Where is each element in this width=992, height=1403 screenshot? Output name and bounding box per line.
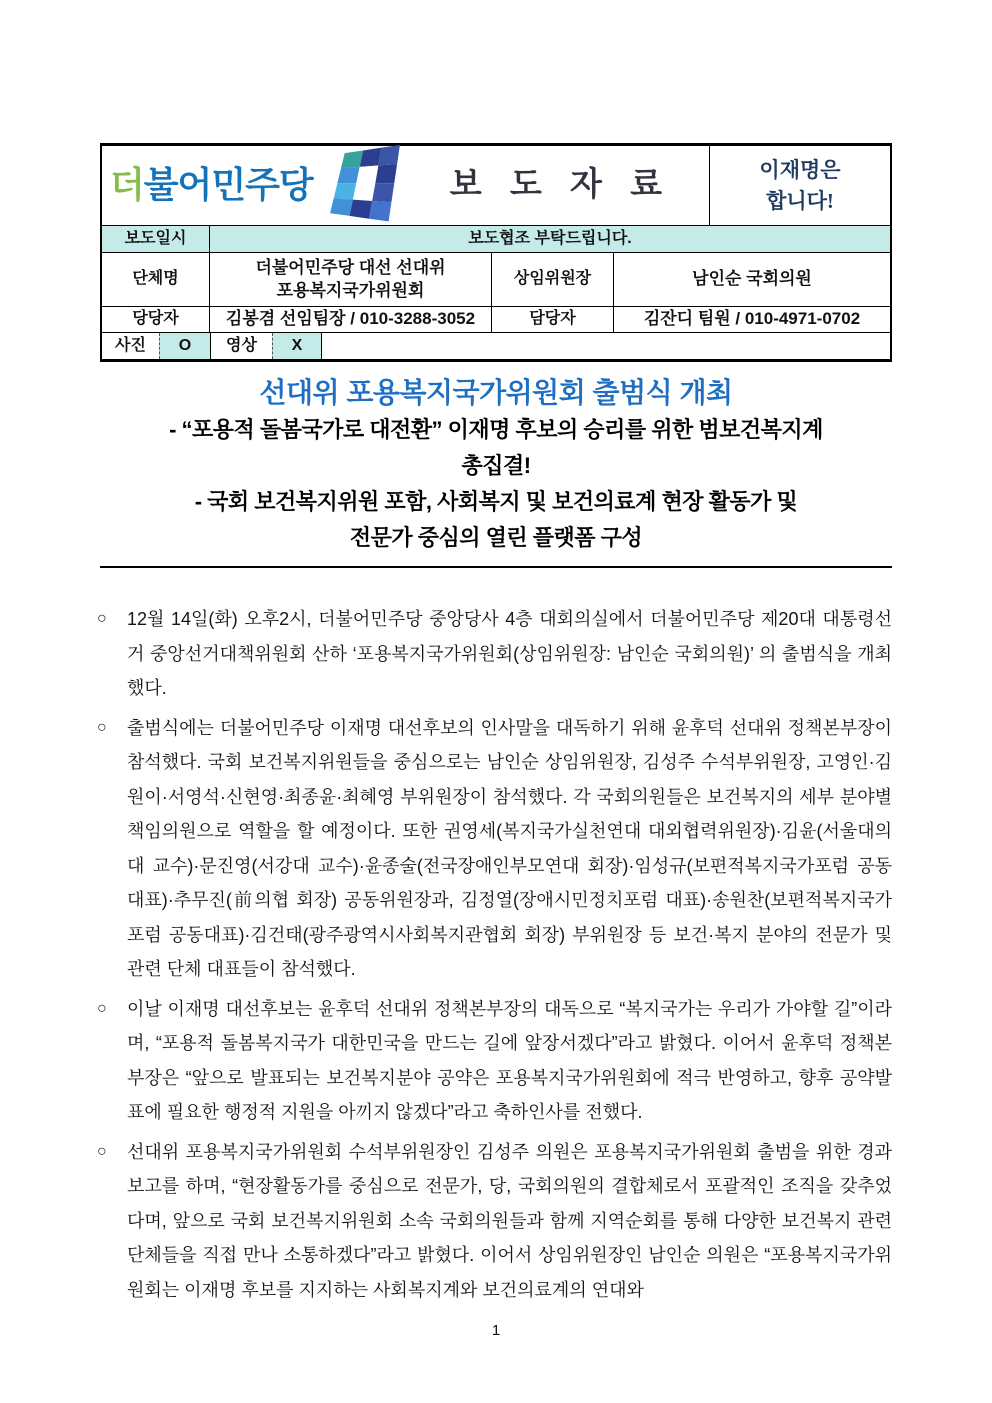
party-logo-text-green: 더 <box>110 164 144 206</box>
paragraph-text: 이날 이재명 대선후보는 윤후덕 선대위 정책본부장의 대독으로 “복지국가는 우리가 가야할 길”이라며, “포용적 돌봄복지국가 대한민국을 만드는 길에 앞장서겠다”라고 밝혔다. 이어서 윤후덕 정책본부장은 “앞으로 발표되는 보건복지분야 공약은 포용복지국가위원회에 적극 반영하고, 향후 공약발표에 필요한 행정적 지원을 아끼지 않겠다”라고 축하인사를 전했다. <box>127 998 892 1122</box>
circle-bullet-icon: ○ <box>97 610 107 627</box>
subtitle-line-1: - “포용적 돌봄국가로 대전환” 이재명 후보의 승리를 위한 범보건복지계 <box>169 417 823 442</box>
chair-value: 남인순 국회의원 <box>692 269 812 289</box>
video-mark: X <box>272 333 321 359</box>
press-info-table <box>100 143 892 362</box>
media-row <box>102 333 890 359</box>
body-paragraph <box>97 711 892 987</box>
org-value-line-2: 포용복지국가위원회 <box>276 280 425 300</box>
org-value-line-1: 더불어민주당 대선 선대위 <box>255 258 446 278</box>
contact1-value: 김봉겸 선임팀장 / 010-3288-3052 <box>210 307 492 332</box>
contact1-label: 당당자 <box>102 307 210 332</box>
paragraph-text: 선대위 포용복지국가위원회 수석부위원장인 김성주 의원은 포용복지국가위원회 출범을 위한 경과보고를 하며, “현장활동가를 중심으로 전문가, 당, 국회의원의 결합체로서 포괄적인 조직을 갖추었다며, 앞으로 국회 보건복지위원회 소속 국회의원들과 함께 지역순회를 통해 다양한 보건복지 관련 단체들을 직접 만나 소통하겠다”라고 밝혔다. 이어서 상임위원장인 남인순 의원은 “포용복지국가위원회는 이재명 후보를 지지하는 사회복지계와 보건의료계의 연대와 <box>127 1141 892 1300</box>
headline-block <box>100 374 892 568</box>
page-number: 1 <box>491 1322 501 1339</box>
body-paragraph <box>97 992 892 1130</box>
contact2-value: 김잔디 팀원 / 010-4971-0702 <box>643 309 861 329</box>
page-title: 선대위 포용복지국가위원회 출범식 개최 <box>259 377 733 408</box>
notice-row <box>102 226 890 253</box>
table-header-row <box>102 146 890 226</box>
media-empty-cell <box>321 333 890 359</box>
body-paragraph <box>97 1135 892 1308</box>
circle-bullet-icon: ○ <box>97 718 107 736</box>
paragraph-text: 12월 14일(화) 오후2시, 더불어민주당 중앙당사 4층 대회의실에서 더불어민주당 제20대 대통령선거 중앙선거대책위원회 산하 ‘포용복지국가위원회(상임위원장: 남인순 국회의원)’ 의 출범식을 개최했다. <box>127 609 892 698</box>
party-logo <box>110 149 413 223</box>
party-logo-text <box>110 162 313 209</box>
party-logo-text-blue: 불어민주당 <box>143 164 313 206</box>
header-main-cell <box>102 146 710 225</box>
body-paragraph <box>97 602 892 706</box>
slogan-cell <box>710 146 890 225</box>
subtitle-line-2: 총집결! <box>461 453 531 478</box>
photo-label: 사진 <box>115 336 146 354</box>
circle-bullet-icon: ○ <box>97 1142 107 1160</box>
org-label: 단체명 <box>102 253 210 306</box>
slogan-line-1: 이재명은 <box>759 158 841 183</box>
video-label: 영상 <box>210 333 272 359</box>
notice-value: 보도협조 부탁드립니다. <box>210 226 890 252</box>
slogan-line-2: 합니다! <box>766 188 834 213</box>
org-value <box>210 253 492 306</box>
organization-row <box>102 253 890 307</box>
document-type-title: 보 도 자 료 <box>449 167 672 204</box>
photo-mark: O <box>159 333 210 359</box>
chair-label: 상임위원장 <box>492 253 614 306</box>
contact2-label: 담당자 <box>492 307 614 332</box>
headline-divider <box>100 566 892 568</box>
body-block <box>97 602 892 1307</box>
subtitle-line-3: - 국회 보건복지위원 포함, 사회복지 및 보건의료계 현장 활동가 및 <box>194 489 798 514</box>
subtitle-line-4: 전문가 중심의 열린 플랫폼 구성 <box>349 525 643 550</box>
page-footer <box>0 1322 992 1339</box>
page-content <box>97 143 892 1312</box>
paragraph-text: 출범식에는 더불어민주당 이재명 대선후보의 인사말을 대독하기 위해 윤후덕 선대위 정책본부장이 참석했다. 국회 보건복지위원들을 중심으로는 남인순 상임위원장, 김성주 수석부위원장, 고영인·김원이·서영석·신현영·최종윤·최혜영 부위원장이 참석했다. 각 국회의원들은 보건복지의 세부 분야별 책임의원으로 역할을 할 예정이다. 또한 권영세(복지국가실천연대 대외협력위원장)·김윤(서울대의대 교수)·문진영(서강대 교수)·윤종술(전국장애인부모연대 회장)·임성규(보편적복지국가포럼 공동대표)·추무진(前의협 회장) 공동위원장과, 김정열(장애시민정치포럼 대표)·송원찬(보편적복지국가포럼 공동대표)·김건태(광주광역시사회복지관협회 회장) 부위원장 등 보건·복지 분야의 전문가 및 관련 단체 대표들이 참석했다. <box>127 717 892 979</box>
contact-row <box>102 307 890 333</box>
notice-label: 보도일시 <box>102 226 210 252</box>
party-flag-icon <box>317 145 413 223</box>
circle-bullet-icon: ○ <box>97 999 107 1017</box>
